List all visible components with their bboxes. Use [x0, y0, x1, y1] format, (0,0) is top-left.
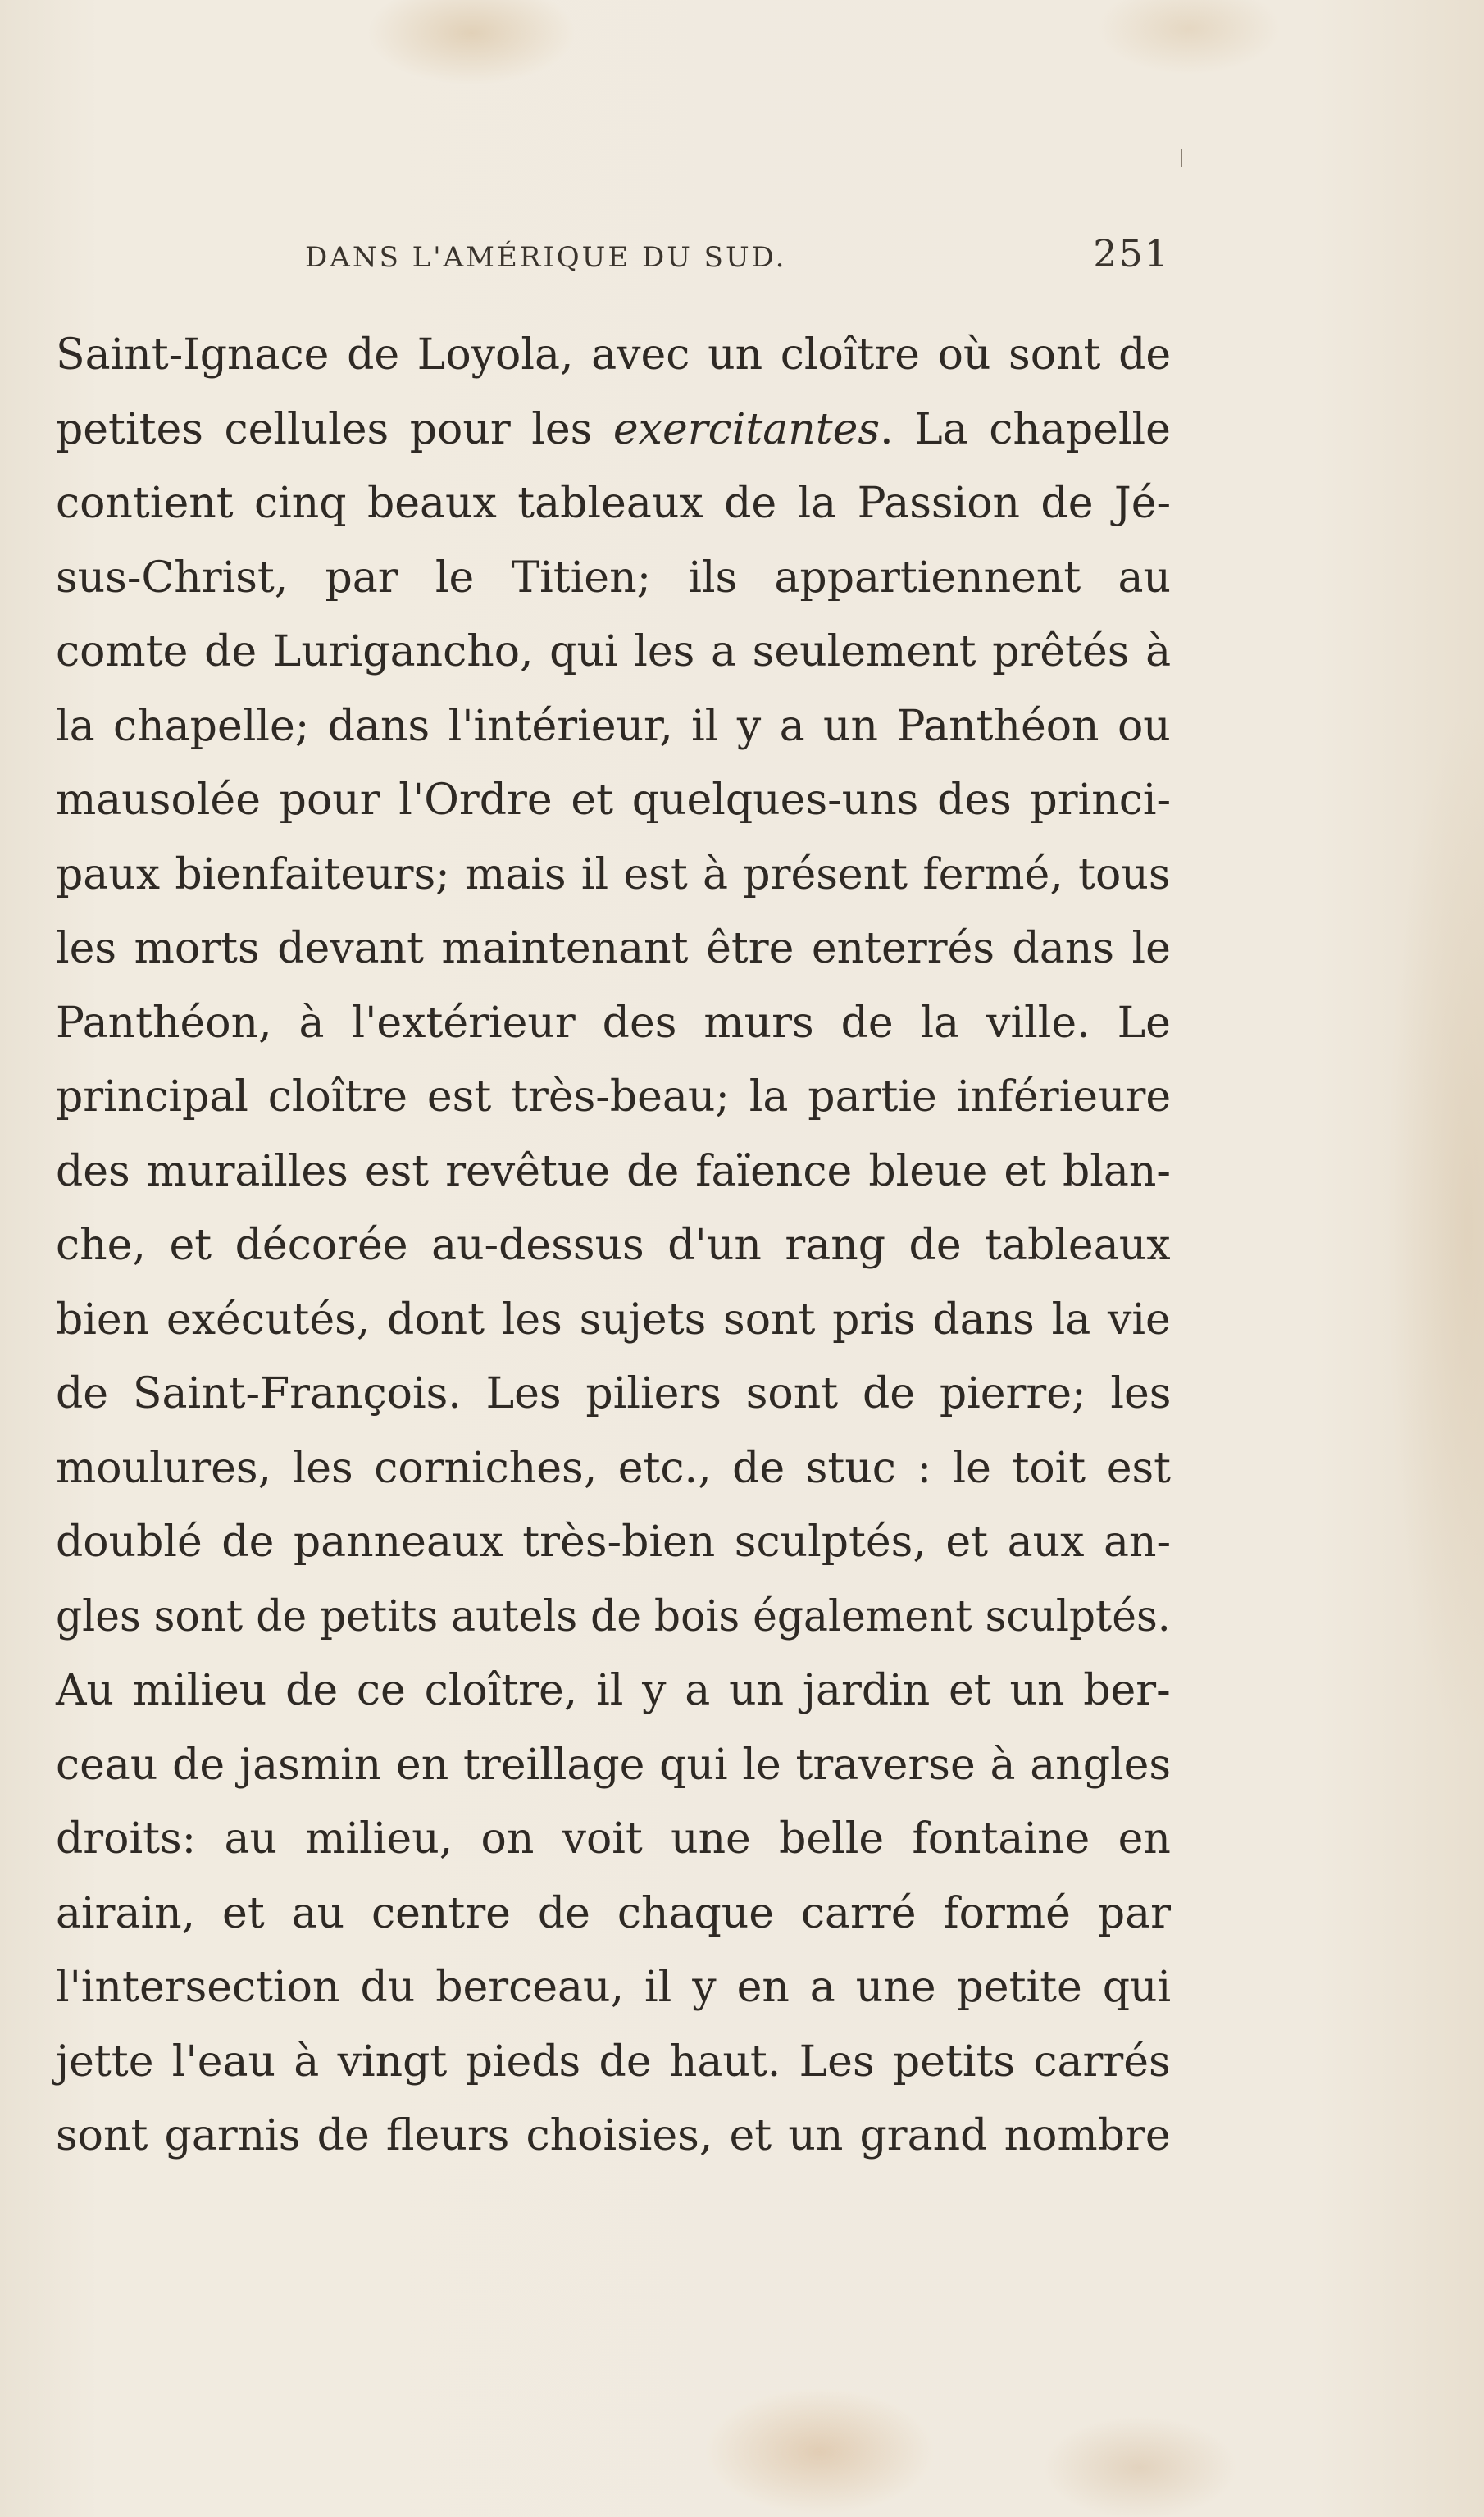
text-line — [56, 763, 1171, 838]
page-number: 251 — [1093, 231, 1170, 275]
text-line-segment: contient cinq beaux tableaux de la Passion de Jé- — [56, 479, 1172, 528]
text-line-segment: che, et décorée au-dessus d'un rang de tableaux — [56, 1221, 1171, 1270]
text-line-segment: sont garnis de fleurs choisies, et un grand nombre — [56, 2111, 1171, 2160]
text-line-segment: . La chapelle — [880, 404, 1171, 454]
text-line — [56, 1802, 1171, 1877]
text-line — [56, 1728, 1171, 1803]
text-line — [56, 2025, 1171, 2100]
text-line — [56, 1357, 1171, 1431]
text-line-segment: Saint-Ignace de Loyola, avec un cloître où sont de — [56, 330, 1172, 380]
text-line — [56, 912, 1171, 986]
text-line-segment: ceau de jasmin en treillage qui le traverse à angles — [56, 1740, 1172, 1790]
text-line-segment: sus-Christ, par le Titien; ils appartiennent au — [56, 553, 1171, 603]
page-header — [305, 231, 1170, 289]
text-line — [56, 615, 1171, 690]
text-line-segment: principal cloître est très-beau; la partie inférieure — [56, 1072, 1172, 1122]
text-line — [56, 690, 1171, 764]
text-line — [56, 1580, 1171, 1654]
text-line-segment: Panthéon, à l'extérieur des murs de la ville. Le — [56, 998, 1171, 1048]
text-line — [56, 393, 1171, 467]
text-line-segment: petites cellules pour les — [56, 404, 613, 454]
text-line-segment: gles sont de petits autels de bois également sculptés. — [56, 1591, 1171, 1641]
text-line — [56, 1135, 1171, 1209]
ink-mark — [1181, 149, 1182, 167]
text-line — [56, 838, 1171, 913]
text-line-segment: des murailles est revêtue de faïence bleue et blan- — [56, 1146, 1171, 1196]
text-line — [56, 986, 1171, 1061]
text-line — [56, 1208, 1171, 1283]
text-line — [56, 318, 1171, 393]
text-line — [56, 1950, 1171, 2025]
text-line-segment: de Saint-François. Les piliers sont de pierre; les — [56, 1369, 1172, 1418]
text-line — [56, 2099, 1171, 2173]
text-line-segment: jette l'eau à vingt pieds de haut. Les petits carrés — [56, 2037, 1171, 2087]
text-line-segment: moulures, les corniches, etc., de stuc : le toit est — [56, 1443, 1172, 1493]
text-line-segment: l'intersection du berceau, il y en a une petite qui — [56, 1963, 1172, 2012]
text-line — [56, 541, 1171, 616]
text-line — [56, 1654, 1171, 1728]
text-line — [56, 1283, 1171, 1358]
text-line-segment: droits: au milieu, on voit une belle fontaine en — [56, 1814, 1171, 1864]
text-line — [56, 1505, 1171, 1580]
text-line-segment: Au milieu de ce cloître, il y a un jardin et un ber- — [56, 1666, 1171, 1715]
text-line-segment: airain, et au centre de chaque carré formé par — [56, 1888, 1171, 1938]
running-head: DANS L'AMÉRIQUE DU SUD. — [305, 241, 787, 274]
text-line-segment: la chapelle; dans l'intérieur, il y a un Panthéon ou — [56, 701, 1171, 751]
text-line-segment: les morts devant maintenant être enterrés dans le — [56, 924, 1171, 973]
text-line — [56, 1431, 1171, 1506]
text-line-segment: comte de Lurigancho, qui les a seulement prêtés à — [56, 627, 1172, 676]
body-text — [56, 318, 1171, 2173]
text-line — [56, 1877, 1171, 1951]
text-line-segment: doublé de panneaux très-bien sculptés, et aux an- — [56, 1518, 1172, 1567]
text-line-segment: bien exécutés, dont les sujets sont pris dans la vie — [56, 1295, 1171, 1345]
text-line-segment: mausolée pour l'Ordre et quelques-uns des princi- — [56, 776, 1172, 825]
text-line — [56, 467, 1171, 541]
italic-term: exercitantes — [612, 404, 881, 454]
text-line-segment: paux bienfaiteurs; mais il est à présent fermé, tous — [56, 849, 1171, 899]
text-line — [56, 1060, 1171, 1135]
